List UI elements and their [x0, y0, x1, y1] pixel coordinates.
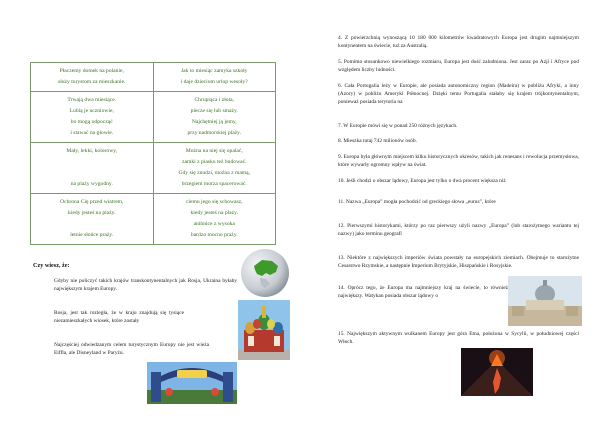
vatican-image	[508, 276, 582, 326]
left-paragraph: Gdyby nie policzyć takich krajów transkontynentalnych jak Rosja, Ukraina byłaby największym krajem Europy.	[54, 278, 237, 292]
table-row	[31, 92, 276, 143]
fact-item: 12. Pierwszymi historykami, którzy po raz pierwszy użyli nazwy „Europa” (lub starożytnego wariantu tej nazwy) jako terminu geografi	[338, 223, 579, 238]
poem-cell: Ochrona Cię przed wiatrem, kiedy jesteś na plaży. letnie słońce praży.	[31, 194, 154, 245]
fact-item: 4. Z powierzchnią wynoszącą 10 180 000 kilometrów kwadratowych Europa jest drugim najmniejszym kontynentem na świecie, tuż za Australią.	[338, 35, 579, 50]
table-row	[31, 194, 276, 245]
fact-item: 14. Oprócz tego, że Europa ma najmniejszy kraj na świecie, to również największy. Watykan posiada obszar lądowy o	[338, 285, 508, 300]
did-you-know-heading: Czy wiesz, że:	[33, 262, 70, 269]
poem-cell: Płaczemy domek na polanie, służy turystom za mieszkanie.	[31, 63, 154, 92]
europe-globe-image	[240, 248, 290, 298]
fact-item: 10. Jeśli chodzi o obszar lądowy, Europa jest tylko o dwa procent większa niż	[338, 178, 506, 184]
fact-item: 9. Europa była głównym miejscem kilku historycznych okresów, takich jak renesans i rewolucja przemysłowa, które wywarły ogromny wpływ na świat.	[338, 154, 579, 169]
fact-item: 8. Mieszka tutaj 742 milionów osób.	[338, 138, 417, 144]
fact-item: 11. Nazwa „Europa” mogła pochodzić od greckiego słowa „eurus”, które	[338, 199, 496, 205]
table-row	[31, 63, 276, 92]
etna-volcano-image	[461, 348, 533, 396]
table-row	[31, 143, 276, 194]
poem-cell: Trwają dwa miesiące. Lubią je uczniowie, bo mogą odpocząć i stawać na głowie.	[31, 92, 154, 143]
poem-cell: Jak to miesiąc zamyka szkoły i daje dzieciom urlop wesoły?	[153, 63, 276, 92]
fact-item: 7. W Europie mówi się w ponad 250 różnych językach.	[338, 123, 458, 129]
fact-item: 15. Największym aktywnym wulkanem Europy jest góra Etna, położona w Sycylii, w południowej części Włoch.	[338, 331, 579, 346]
poem-cell: Chrupiąca i złota, piecze się lub smaży. Najchętniej ją jemy, przy nadmorskiej plaży.	[153, 92, 276, 143]
fact-item: 6. Cała Portugalia leży w Europie, ale posiada autonomiczny region (Madeira) w pobliżu Afryki, a inny (Azory) w pobliżu Ameryki Północnej. Dzięki temu Portugalia stałaby się krajem trójkontynentalnym, ponieważ posiada terytoria na	[338, 83, 579, 106]
disneyland-gate-image	[147, 362, 237, 404]
poem-cell: ciemu jego się schowasz, kiedy jesteś na plaży. anihnice z wysoka bardzo mocno praży.	[153, 194, 276, 245]
poem-cell: Można na niej się opalać, zamki z piasku też budować. Gdy się znudzi, można z mamą, brzegiem morza spacerować.	[153, 143, 276, 194]
fact-item: 5. Pomimo stosunkowo niewielkiego rozmiaru, Europa jest dość zaludniona. Jest zaraz po Azji i Afryce pod względem liczby ludności.	[338, 59, 579, 74]
poem-table	[30, 62, 276, 245]
fact-item: 13. Niektóre z największych imperiów świata powstały na europejskich ziemiach. Obejmuje to starożytne Cesarstwo Rzymskie, a następnie Imperium Brytyjskie, Hiszpańskie i Rosyjskie.	[338, 255, 579, 270]
moscow-cathedral-image	[238, 300, 290, 360]
left-paragraph: Rosja, jest tak rozległa, że w kraju znajdują się tysiące niezamieszkałych wiosek, które zostały	[54, 310, 184, 324]
left-paragraph: Najczęściej odwiedzanym celem turystycznym Europy nie jest wieża Eiffla, ale Disneyland w Paryżu.	[54, 342, 209, 356]
poem-cell: Mały, lekki, kolorowy, na plaży wygodny.	[31, 143, 154, 194]
